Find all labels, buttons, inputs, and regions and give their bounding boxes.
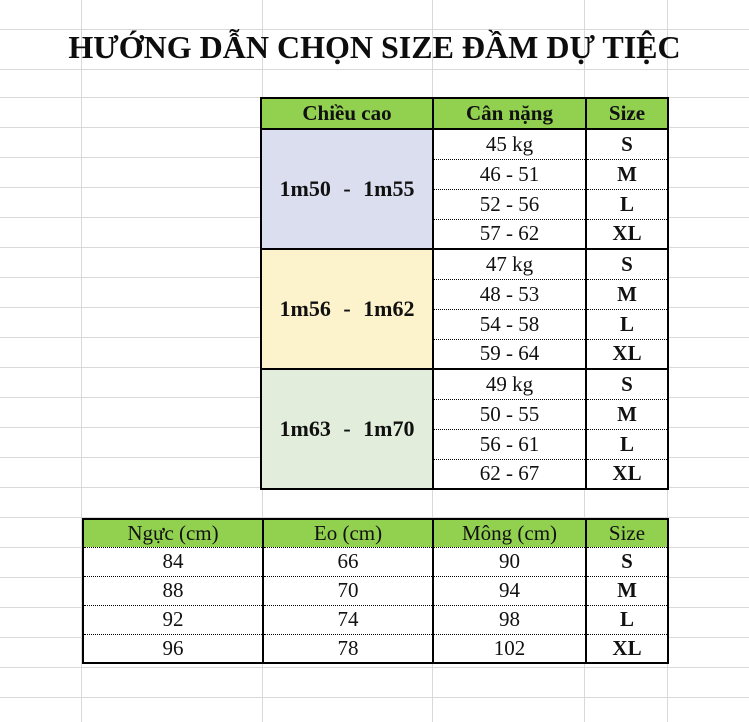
col-header-waist: Eo (cm) — [263, 519, 433, 547]
table-row — [261, 369, 668, 399]
size-cell: L — [586, 605, 668, 634]
size-cell: L — [586, 309, 668, 339]
height-range-cell: 1m63 - 1m70 — [261, 369, 433, 489]
size-cell: L — [586, 189, 668, 219]
col-header-size: Size — [586, 98, 668, 129]
height-range-cell: 1m50 - 1m55 — [261, 129, 433, 249]
table-row — [83, 547, 668, 576]
table-row — [261, 129, 668, 159]
size-cell: M — [586, 279, 668, 309]
size-cell: M — [586, 159, 668, 189]
weight-cell: 46 - 51 — [433, 159, 586, 189]
table-row — [83, 634, 668, 663]
header-row — [83, 519, 668, 547]
col-header-hips: Mông (cm) — [433, 519, 586, 547]
weight-cell: 57 - 62 — [433, 219, 586, 249]
hips-cell: 94 — [433, 576, 586, 605]
table-row — [83, 605, 668, 634]
size-cell: XL — [586, 339, 668, 369]
size-cell: S — [586, 129, 668, 159]
bust-cell: 84 — [83, 547, 263, 576]
header-row — [261, 98, 668, 129]
hips-cell: 102 — [433, 634, 586, 663]
waist-cell: 78 — [263, 634, 433, 663]
height-range-cell: 1m56 - 1m62 — [261, 249, 433, 369]
weight-cell: 49 kg — [433, 369, 586, 399]
weight-cell: 48 - 53 — [433, 279, 586, 309]
size-cell: XL — [586, 634, 668, 663]
size-cell: M — [586, 399, 668, 429]
waist-cell: 70 — [263, 576, 433, 605]
waist-cell: 74 — [263, 605, 433, 634]
col-header-size: Size — [586, 519, 668, 547]
size-cell: S — [586, 369, 668, 399]
table-row — [261, 249, 668, 279]
height-weight-size-table — [260, 97, 669, 490]
page-title: HƯỚNG DẪN CHỌN SIZE ĐẦM DỰ TIỆC — [68, 29, 681, 65]
table-row — [83, 576, 668, 605]
size-cell: M — [586, 576, 668, 605]
weight-cell: 47 kg — [433, 249, 586, 279]
bust-cell: 92 — [83, 605, 263, 634]
waist-cell: 66 — [263, 547, 433, 576]
size-cell: S — [586, 547, 668, 576]
size-cell: S — [586, 249, 668, 279]
weight-cell: 54 - 58 — [433, 309, 586, 339]
col-header-bust: Ngực (cm) — [83, 519, 263, 547]
weight-cell: 59 - 64 — [433, 339, 586, 369]
weight-cell: 56 - 61 — [433, 429, 586, 459]
body-measurements-table — [82, 518, 669, 664]
weight-cell: 45 kg — [433, 129, 586, 159]
weight-cell: 62 - 67 — [433, 459, 586, 489]
weight-cell: 52 - 56 — [433, 189, 586, 219]
weight-cell: 50 - 55 — [433, 399, 586, 429]
hips-cell: 98 — [433, 605, 586, 634]
size-cell: L — [586, 429, 668, 459]
size-cell: XL — [586, 219, 668, 249]
col-header-weight: Cân nặng — [433, 98, 586, 129]
col-header-height: Chiều cao — [261, 98, 433, 129]
bust-cell: 96 — [83, 634, 263, 663]
size-cell: XL — [586, 459, 668, 489]
hips-cell: 90 — [433, 547, 586, 576]
bust-cell: 88 — [83, 576, 263, 605]
